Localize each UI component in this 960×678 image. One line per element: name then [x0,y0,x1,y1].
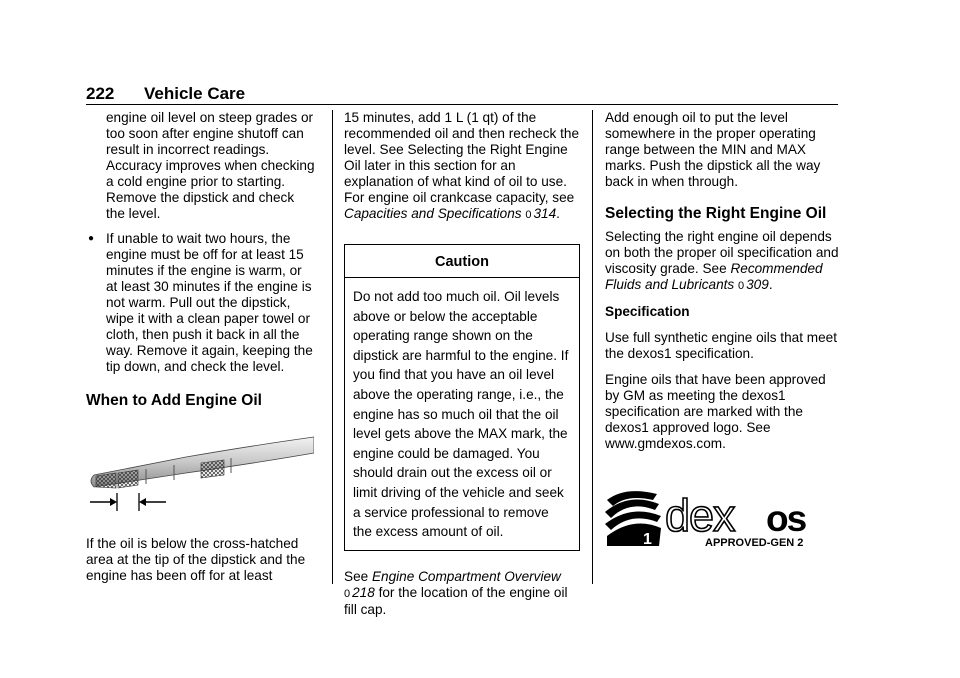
column-1 [86,110,316,584]
section-heading-selecting: Selecting the Right Engine Oil [605,205,827,222]
subheading-specification: Specification [605,304,690,319]
paragraph-add-enough: Add enough oil to put the level somewhere in the proper operating range between the MIN and MAX marks. Push the dipstick all the way back in when through. [605,110,821,189]
logo-dex: dex [665,490,735,541]
bullet-dot: ● [88,233,95,244]
bullet-continued-text: engine oil level on steep grades or too soon after engine shutoff can result in incorrect readings. Accuracy improves when checking a cold engine prior to starting. Remove the dipstick and check the level. [106,110,315,221]
bullet-item [86,231,316,375]
paragraph-see-compartment [344,569,580,618]
paragraph-crankcase [344,110,580,223]
crossref-page[interactable]: 218 [352,584,375,600]
dipstick-illustration [86,425,314,520]
column-2 [344,110,580,618]
logo-number: 1 [643,531,652,548]
crossref-engine-compartment[interactable]: Engine Compartment Overview [371,568,561,584]
bullet-text: If unable to wait two hours, the engine must be off for at least 15 minutes if the engine is warm, or at least 30 minutes if the engine is not warm. Pull out the dipstick, wipe it with a clean paper towel or cloth, then push it back in all the way. Remove it again, keeping the tip down, and check the level. [106,231,313,374]
page-number: 222 [86,84,115,103]
logo-approved: APPROVED-GEN 2 [705,537,804,549]
paragraph-approved: Engine oils that have been approved by GM as meeting the dexos1 specification are marked with the dexos1 approved logo. See www.gmdexos.com. [605,372,826,451]
crossref-fluids[interactable]: Recommended Fluids and Lubricants [605,261,823,292]
header-rule [86,104,838,105]
crossref-capacities[interactable]: Capacities and Specifications [344,206,522,221]
page-arrow-icon: 0 [738,280,745,292]
logo-os: os [766,498,806,539]
page-arrow-icon: 0 [344,587,351,600]
caution-box [344,244,580,551]
dexos-logo [605,490,833,550]
page-arrow-icon: 0 [525,209,532,221]
para-text: See [344,568,372,584]
caution-title: Caution [345,245,579,278]
page-header [86,84,838,104]
page-title: Vehicle Care [144,84,246,103]
section-heading-when-to-add: When to Add Engine Oil [86,392,262,409]
para-end: . [768,277,773,292]
caution-body: Do not add too much oil. Oil levels above or below the acceptable operating range shown on the dipstick are harmful to the engine. If you find that you have an oil level above the operating range, i.e., the engine has so much oil that the oil level gets above the MAX mark, the engine could be damaged. You should drain out the excess oil or limit driving of the vehicle and seek a service professional to remove the excess amount of oil. [353,289,569,540]
after-image-text: If the oil is below the cross-hatched area at the tip of the dipstick and the engine has been off for at least [86,536,306,583]
paragraph-synthetic: Use full synthetic engine oils that meet the dexos1 specification. [605,330,837,361]
para-end: for the location of the engine oil fill cap. [344,584,568,617]
crossref-page[interactable]: 314 [533,206,557,221]
paragraph-selecting [605,229,840,294]
para-text: 15 minutes, add 1 L (1 qt) of the recommended oil and then recheck the level. See Selecting the Right Engine Oil later in this section for an explanation of what kind of oil to use. For engine oil crankcase capacity, see [344,110,580,205]
column-divider-2 [592,110,593,584]
column-3 [605,110,840,550]
column-divider-1 [332,110,333,584]
crossref-page[interactable]: 309 [746,277,769,292]
para-end: . [556,206,560,221]
para-text: Selecting the right engine oil depends on both the proper oil specification and viscosity grade. See [605,229,839,276]
